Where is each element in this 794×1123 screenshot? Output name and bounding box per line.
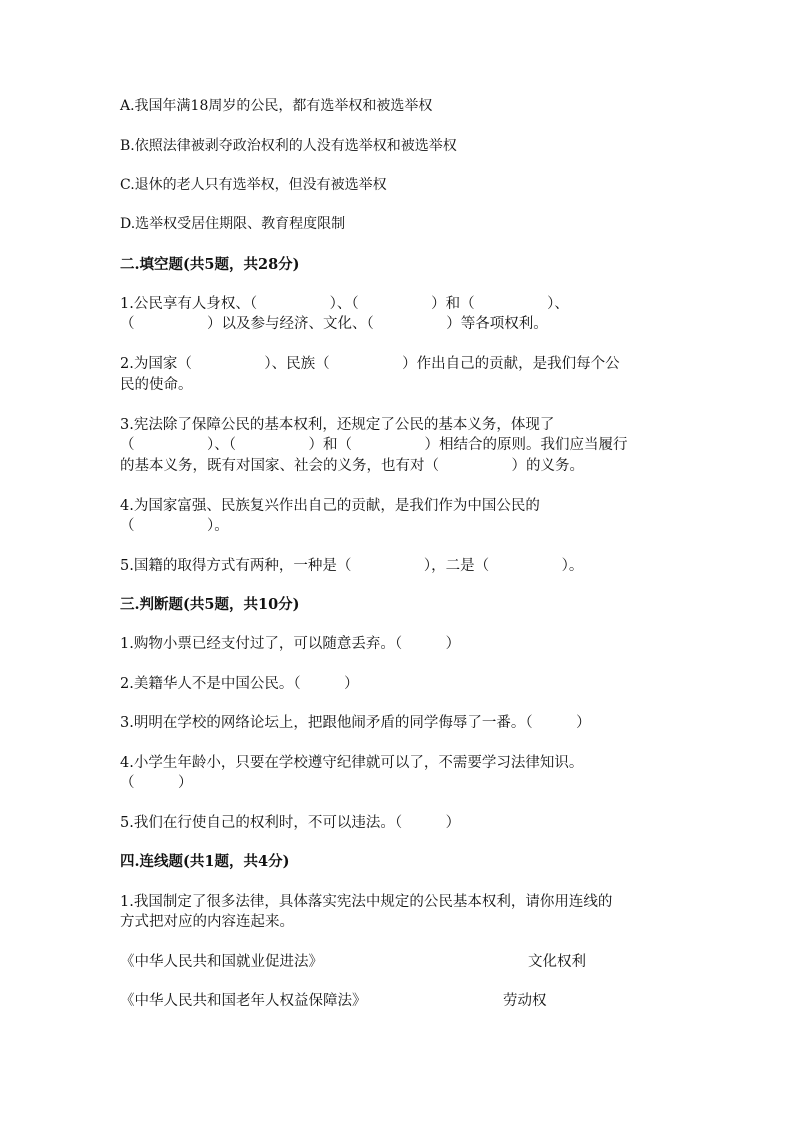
option-b: B.依照法律被剥夺政治权利的人没有选举权和被选举权 bbox=[120, 138, 457, 154]
fill-q4-line2: （ ）。 bbox=[120, 518, 229, 534]
judge-q4-line2: （ ） bbox=[120, 775, 193, 791]
match-left-item: 《中华人民共和国就业促进法》 bbox=[120, 954, 323, 970]
option-d: D.选举权受居住期限、教育程度限制 bbox=[120, 216, 346, 232]
match-q1-line1: 1.我国制定了很多法律，具体落实宪法中规定的公民基本权利，请你用连线的 bbox=[120, 894, 613, 910]
fill-q2-line2: 民的使命。 bbox=[120, 377, 193, 393]
judge-q1: 1.购物小票已经支付过了，可以随意丢弃。（ ） bbox=[120, 636, 461, 652]
fill-q1-line1: 1.公民享有人身权、（ ）、（ ）和（ ）、 bbox=[120, 296, 569, 312]
fill-q1-line2: （ ）以及参与经济、文化、（ ）等各项权利。 bbox=[120, 316, 548, 332]
fill-q3-line2: （ ）、（ ）和（ ）相结合的原则。我们应当履行 bbox=[120, 437, 628, 453]
section-title-matching: 四.连线题(共1题，共4分) bbox=[120, 853, 290, 870]
fill-q3-line3: 的基本义务，既有对国家、社会的义务，也有对（ ）的义务。 bbox=[120, 458, 584, 474]
match-q1-line2: 方式把对应的内容连起来。 bbox=[120, 914, 294, 930]
section-title-judge: 三.判断题(共5题，共10分) bbox=[120, 596, 300, 613]
option-a: A.我国年满18周岁的公民，都有选举权和被选举权 bbox=[120, 98, 433, 114]
option-c: C.退休的老人只有选举权，但没有被选举权 bbox=[120, 177, 387, 193]
judge-q5: 5.我们在行使自己的权利时，不可以违法。（ ） bbox=[120, 815, 461, 831]
judge-q3: 3.明明在学校的网络论坛上，把跟他闹矛盾的同学侮辱了一番。（ ） bbox=[120, 715, 591, 731]
fill-q2-line1: 2.为国家（ ）、民族（ ）作出自己的贡献，是我们每个公 bbox=[120, 356, 620, 372]
match-left-item: 《中华人民共和国老年人权益保障法》 bbox=[120, 993, 367, 1009]
match-right-item: 劳动权 bbox=[503, 993, 547, 1009]
match-right-item: 文化权利 bbox=[528, 954, 586, 970]
judge-q2: 2.美籍华人不是中国公民。（ ） bbox=[120, 676, 359, 692]
fill-q4-line1: 4.为国家富强、民族复兴作出自己的贡献，是我们作为中国公民的 bbox=[120, 498, 540, 514]
judge-q4-line1: 4.小学生年龄小，只要在学校遵守纪律就可以了，不需要学习法律知识。 bbox=[120, 755, 584, 771]
fill-q3-line1: 3.宪法除了保障公民的基本权利，还规定了公民的基本义务，体现了 bbox=[120, 417, 555, 433]
fill-q5: 5.国籍的取得方式有两种，一种是（ ），二是（ ）。 bbox=[120, 558, 584, 574]
section-title-fill-blank: 二.填空题(共5题，共28分) bbox=[120, 256, 300, 273]
